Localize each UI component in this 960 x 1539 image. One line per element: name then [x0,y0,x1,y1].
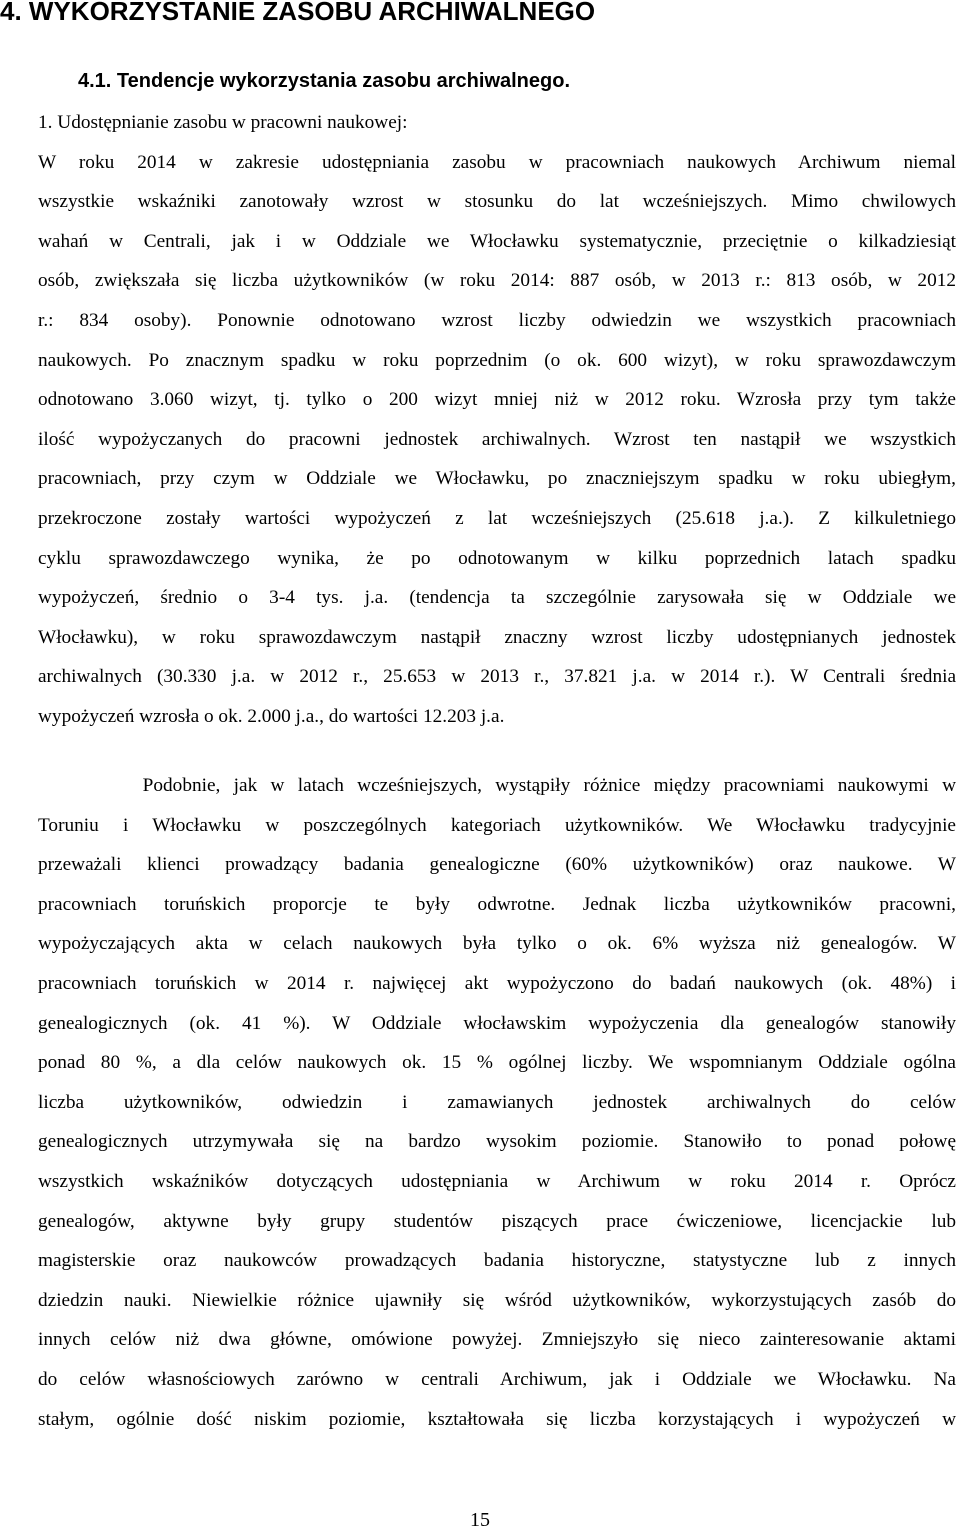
text-line: do celów własnościowych zarówno w centrali Archiwum, jak i Oddziale we Włocławku. Na [38,1368,956,1390]
text-line: pracowniach toruńskich proporcje te były odwrotne. Jednak liczba użytkowników pracowni, [38,893,956,915]
text-line: genealogicznych (ok. 41 %). W Oddziale włocławskim wypożyczenia dla genealogów stanowiły [38,1012,956,1034]
text-line: archiwalnych (30.330 j.a. w 2012 r., 25.653 w 2013 r., 37.821 j.a. w 2014 r.). W Centrali średnia [38,666,956,688]
text-line: cyklu sprawozdawczego wynika, że po odnotowanym w kilku poprzednich latach spadku [38,547,956,569]
text-line: naukowych. Po znacznym spadku w roku poprzednim (o ok. 600 wizyt), w roku sprawozdawczym [38,349,956,371]
text-line: Toruniu i Włocławku w poszczególnych kategoriach użytkowników. We Włocławku tradycyjnie [38,814,956,836]
text-line: osób, zwiększała się liczba użytkowników (w roku 2014: 887 osób, w 2013 r.: 813 osób, w 2012 [38,270,956,292]
text-line: ponad 80 %, a dla celów naukowych ok. 15 % ogólnej liczby. We wspomnianym Oddziale ogólna [38,1052,956,1074]
text-line: liczba użytkowników, odwiedzin i zamawianych jednostek archiwalnych do celów [38,1091,956,1113]
paragraph-user-categories [38,766,956,1439]
text-line: wahań w Centrali, jak i w Oddziale we Włocławku systematycznie, przeciętnie o kilkadziesiąt [38,230,956,252]
text-line: genealogów, aktywne były grupy studentów piszących prace ćwiczeniowe, licencjackie lub [38,1210,956,1232]
text-line: przeważali klienci prowadzący badania genealogiczne (60% użytkowników) oraz naukowe. W [38,854,956,876]
paragraph-usage-overview [38,103,956,737]
text-line: pracowniach, przy czym w Oddziale we Włocławku, po znaczniejszym spadku w roku ubiegłym, [38,468,956,490]
text-line: wypożyczeń wzrosła o ok. 2.000 j.a., do wartości 12.203 j.a. [38,705,505,727]
text-line: genealogicznych utrzymywała się na bardzo wysokim poziomie. Stanowiło to ponad połowę [38,1131,956,1153]
page-number: 15 [470,1509,490,1531]
subsection-heading: 1. Udostępnianie zasobu w pracowni naukowej: [38,112,408,133]
text-line: innych celów niż dwa główne, omówione powyżej. Zmniejszyło się nieco zainteresowanie aktami [38,1329,956,1351]
text-line: W roku 2014 w zakresie udostępniania zasobu w pracowniach naukowych Archiwum niemal [38,151,956,173]
text-line: Włocławku), w roku sprawozdawczym nastąpił znaczny wzrost liczby udostępnianych jednostek [38,626,956,648]
text-line: ilość wypożyczanych do pracowni jednostek archiwalnych. Wzrost ten nastąpił we wszystkich [38,428,956,450]
text-line: stałym, ogólnie dość niskim poziomie, kształtowała się liczba korzystających i wypożyczeń w [38,1408,956,1430]
text-line: wypożyczających akta w celach naukowych była tylko o ok. 6% wyższa niż genealogów. W [38,933,956,955]
text-line: dziedzin nauki. Niewielkie różnice ujawniły się wśród użytkowników, wykorzystujących zasób do [38,1289,956,1311]
text-line: odnotowano 3.060 wizyt, tj. tylko o 200 wizyt mniej niż w 2012 roku. Wzrosła przy tym także [38,389,956,411]
chapter-heading: 4. WYKORZYSTANIE ZASOBU ARCHIWALNEGO [0,0,596,26]
text-line: r.: 834 osoby). Ponownie odnotowano wzrost liczby odwiedzin we wszystkich pracowniach [38,309,956,331]
section-heading: 4.1. Tendencje wykorzystania zasobu archiwalnego. [78,70,571,92]
text-line: wszystkie wskaźniki zanotowały wzrost w stosunku do lat wcześniejszych. Mimo chwilowych [38,191,956,213]
text-line: przekroczone zostały wartości wypożyczeń z lat wcześniejszych (25.618 j.a.). Z kilkuletniego [38,507,956,529]
text-line: Podobnie, jak w latach wcześniejszych, wystąpiły różnice między pracowniami naukowymi w [76,775,956,796]
text-line: magisterskie oraz naukowców prowadzących badania historyczne, statystyczne lub z innych [38,1250,956,1272]
text-line: pracowniach toruńskich w 2014 r. najwięcej akt wypożyczono do badań naukowych (ok. 48%) i [38,972,956,994]
text-line: wszystkich wskaźników dotyczących udostępniania w Archiwum w roku 2014 r. Oprócz [38,1170,956,1192]
text-line: wypożyczeń, średnio o 3-4 tys. j.a. (tendencja ta szczególnie zarysowała się w Oddziale we [38,587,956,609]
